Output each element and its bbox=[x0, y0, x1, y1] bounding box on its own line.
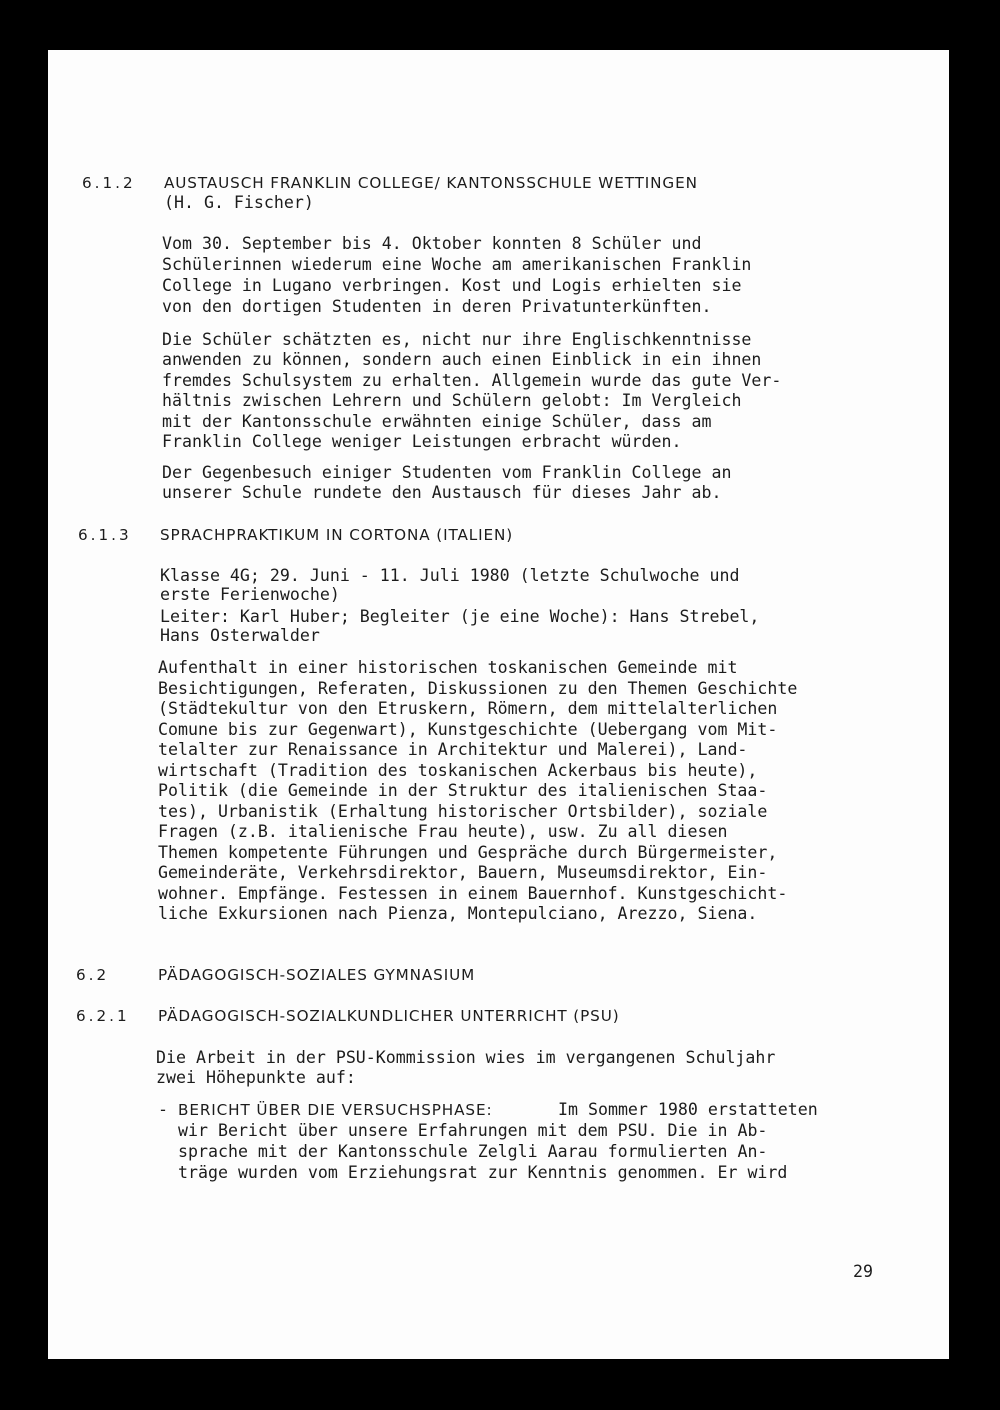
section-number: 6.1.2 bbox=[82, 174, 136, 192]
text-line: Der Gegenbesuch einiger Studenten vom Franklin College an bbox=[162, 463, 732, 482]
text-line: zwei Höhepunkte auf: bbox=[156, 1068, 356, 1087]
section-number: 6.2.1 bbox=[76, 1007, 130, 1025]
section-number: 6.1.3 bbox=[78, 526, 132, 544]
section-title: PÄDAGOGISCH-SOZIALES GYMNASIUM bbox=[158, 966, 476, 984]
text-line: Aufenthalt in einer historischen toskanischen Gemeinde mit bbox=[158, 658, 738, 677]
text-line: telalter zur Renaissance in Architektur und Malerei), Land- bbox=[158, 740, 748, 759]
text-line: Die Arbeit in der PSU-Kommission wies im vergangenen Schuljahr bbox=[156, 1048, 776, 1067]
text-line: sprache mit der Kantonsschule Zelgli Aarau formulierten An- bbox=[178, 1142, 768, 1161]
document-page bbox=[48, 50, 949, 1359]
text-line: Die Schüler schätzten es, nicht nur ihre Englischkenntnisse bbox=[162, 330, 752, 349]
text-line: anwenden zu können, sondern auch einen Einblick in ein ihnen bbox=[162, 350, 762, 369]
text-line: erste Ferienwoche) bbox=[160, 585, 340, 604]
text-line: Im Sommer 1980 erstatteten bbox=[558, 1100, 818, 1119]
text-line: Klasse 4G; 29. Juni - 11. Juli 1980 (letzte Schulwoche und bbox=[160, 566, 740, 585]
section-title: SPRACHPRAKTIKUM IN CORTONA (ITALIEN) bbox=[160, 526, 514, 544]
text-line: Fragen (z.B. italienische Frau heute), usw. Zu all diesen bbox=[158, 822, 728, 841]
text-line: liche Exkursionen nach Pienza, Montepulciano, Arezzo, Siena. bbox=[158, 904, 758, 923]
text-line: Besichtigungen, Referaten, Diskussionen zu den Themen Geschichte bbox=[158, 678, 798, 698]
text-line: Comune bis zur Gegenwart), Kunstgeschichte (Uebergang vom Mit- bbox=[158, 719, 778, 739]
bullet-lead: BERICHT ÜBER DIE VERSUCHSPHASE: bbox=[178, 1101, 493, 1119]
text-line: wir Bericht über unsere Erfahrungen mit dem PSU. Die in Ab- bbox=[178, 1121, 768, 1140]
section-title: PÄDAGOGISCH-SOZIALKUNDLICHER UNTERRICHT (PSU) bbox=[158, 1007, 620, 1025]
text-line: Hans Osterwalder bbox=[160, 626, 320, 645]
bullet-dash: - bbox=[158, 1100, 168, 1119]
text-line: Vom 30. September bis 4. Oktober konnten 8 Schüler und bbox=[162, 234, 702, 253]
text-line: Themen kompetente Führungen und Gespräche durch Bürgermeister, bbox=[158, 842, 778, 862]
text-line: Schülerinnen wiederum eine Woche am amerikanischen Franklin bbox=[162, 255, 752, 274]
section-author: (H. G. Fischer) bbox=[164, 193, 314, 212]
page-number: 29 bbox=[853, 1262, 873, 1281]
text-line: Gemeinderäte, Verkehrsdirektor, Bauern, Museumsdirektor, Ein- bbox=[158, 863, 768, 882]
text-line: tes), Urbanistik (Erhaltung historischer Ortsbilder), soziale bbox=[158, 801, 768, 821]
section-number: 6.2 bbox=[76, 966, 110, 984]
text-line: Leiter: Karl Huber; Begleiter (je eine Woche): Hans Strebel, bbox=[160, 607, 760, 626]
text-line: Franklin College weniger Leistungen erbracht würden. bbox=[162, 432, 682, 451]
section-title: AUSTAUSCH FRANKLIN COLLEGE/ KANTONSSCHULE WETTINGEN bbox=[164, 174, 698, 192]
text-line: von den dortigen Studenten in deren Privatunterkünften. bbox=[162, 297, 712, 316]
text-line: (Städtekultur von den Etruskern, Römern, dem mittelalterlichen bbox=[158, 699, 778, 718]
text-line: wohner. Empfänge. Festessen in einem Bauernhof. Kunstgeschicht- bbox=[158, 883, 788, 903]
text-line: wirtschaft (Tradition des toskanischen Ackerbaus bis heute), bbox=[158, 760, 758, 780]
text-line: College in Lugano verbringen. Kost und Logis erhielten sie bbox=[162, 276, 742, 295]
text-line: unserer Schule rundete den Austausch für dieses Jahr ab. bbox=[162, 483, 722, 502]
text-line: hältnis zwischen Lehrern und Schülern gelobt: Im Vergleich bbox=[162, 391, 742, 410]
text-line: mit der Kantonsschule erwähnten einige Schüler, dass am bbox=[162, 412, 712, 431]
text-line: fremdes Schulsystem zu erhalten. Allgemein wurde das gute Ver- bbox=[162, 371, 782, 390]
text-line: träge wurden vom Erziehungsrat zur Kenntnis genommen. Er wird bbox=[178, 1163, 788, 1182]
text-line: Politik (die Gemeinde in der Struktur des italienischen Staa- bbox=[158, 781, 768, 800]
